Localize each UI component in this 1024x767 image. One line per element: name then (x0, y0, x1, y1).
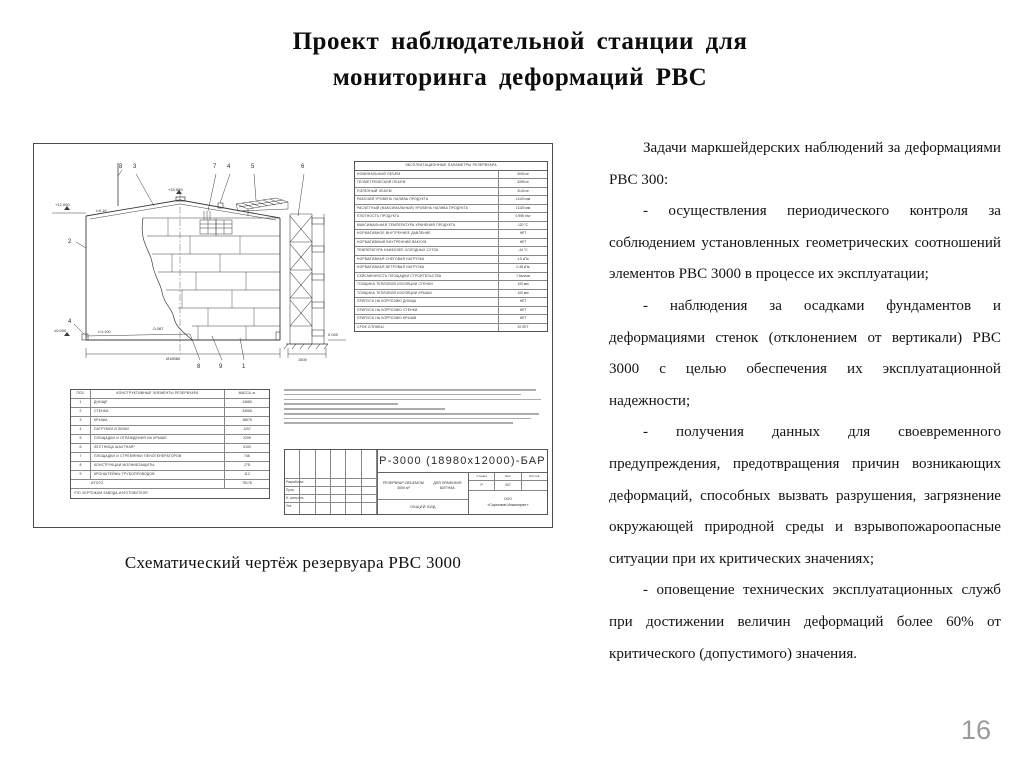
row-name: ДНИЩЕ (94, 400, 108, 405)
callout-2: 2 (68, 239, 72, 245)
level-mark-15589: +15.589 (168, 187, 183, 192)
table-row (71, 471, 269, 480)
param-value: 3140 м³ (498, 188, 547, 195)
row-name: ПЛОЩАДКИ И СТРЕМЯНКИ ПЕНОГЕНЕРАТОРОВ (94, 454, 182, 459)
param-label: НОРМАТИВНАЯ ВЕТРОВАЯ НАГРУЗКА (357, 265, 425, 270)
title-block-description (378, 473, 469, 514)
title-block-main (378, 450, 547, 514)
table-row (355, 188, 547, 196)
table-row (355, 196, 547, 204)
param-label: НОМИНАЛЬНЫЙ ОБЪЕМ (357, 171, 401, 176)
width-dimension: 1500 (298, 357, 307, 362)
row-name: КРЫША (94, 418, 108, 423)
row-mass: 1207 (224, 426, 269, 434)
row-pos: 3 (71, 417, 91, 425)
callout-9: 9 (219, 364, 223, 370)
param-value: 0.38 кПа (498, 264, 547, 271)
param-label: ПОЛЕЗНЫЙ ОБЪЕМ (357, 188, 392, 193)
row-name: КОНСТРУКЦИИ МОЛНИЕЗАЩИТЫ (94, 463, 155, 468)
param-value: 11100 мм (498, 196, 547, 203)
param-value: НЕТ (498, 307, 547, 314)
title-block-signature-grid (285, 450, 378, 514)
param-label: ПРИПУСК НА КОРРОЗИЮ КРЫШИ (357, 316, 417, 321)
note-line (284, 418, 531, 420)
drawing-notes-block (284, 389, 544, 444)
page-title-line-2: мониторинга деформаций РВС (332, 64, 708, 91)
note-line (284, 389, 536, 391)
table-row (355, 230, 547, 238)
row-mass: 278 (224, 462, 269, 470)
table-row (355, 273, 547, 281)
table-row (355, 307, 547, 315)
column-header-pos: ПОЗ. (71, 390, 91, 398)
table-row (71, 435, 269, 444)
param-label: СЕЙСМИЧНОСТЬ ПЛОЩАДКИ СТРОИТЕЛЬСТВА (357, 273, 442, 278)
param-label: ПРИПУСК НА КОРРОЗИЮ СТЕНКИ (357, 307, 418, 312)
table-total-row (71, 480, 269, 489)
callout-4b: 4 (227, 164, 231, 170)
meta-value-stage: Р (469, 481, 495, 490)
title-block-lower (378, 473, 547, 514)
param-value: 100 мм (498, 281, 547, 288)
table-row (355, 179, 547, 187)
sign-row: Утв. (285, 502, 377, 510)
note-line (284, 408, 445, 410)
table-row (71, 399, 269, 408)
meta-value-sheets (522, 481, 547, 490)
mass-table-note: *ПО ЧЕРТЕЖАМ ЗАВОДА-ИЗГОТОВИТЕЛЯ (74, 491, 148, 496)
param-label: ПЛОТНОСТЬ ПРОДУКТА (357, 214, 400, 219)
meta-header-stage: Стадия (469, 473, 495, 480)
sign-row: Н. контроль (285, 494, 377, 502)
param-label: ПРИПУСК НА КОРРОЗИЮ ДНИЩА (357, 299, 417, 304)
description-line-2: ДЛЯ ХРАНЕНИЯ БИТУМА (433, 480, 462, 490)
param-label: РАСЧЕТНЫЙ (МАКСИМАЛЬНЫЙ) УРОВЕНЬ НАЛИВА ПРОДУКТА (357, 205, 469, 210)
note-line (284, 422, 513, 424)
table-row (71, 453, 269, 462)
page-number: 16 (960, 715, 991, 745)
table-header-row (71, 390, 269, 399)
page-title-line-1: Проект наблюдательной станции для (292, 28, 748, 55)
body-text-column (609, 133, 1001, 670)
callout-8b: 8 (197, 364, 201, 370)
param-value: НЕТ (498, 239, 547, 246)
table-row (71, 444, 269, 453)
drawing-caption: Схематический чертёж резервуара РВС 3000 (124, 553, 462, 572)
param-value: 3395 м³ (498, 179, 547, 186)
param-value: НЕТ (498, 298, 547, 305)
note-line (284, 394, 521, 396)
row-mass: 5100 (224, 444, 269, 452)
table-row (355, 281, 547, 289)
param-value: 7 баллов (498, 273, 547, 280)
paragraph-5: - оповещение технических эксплуатационных служб при достижении величин деформаций более 60% от критического (допустимого) значения. (609, 582, 1001, 662)
view-label: ОБЩИЙ ВИД (410, 505, 436, 509)
table-row (355, 222, 547, 230)
row-mass: 112 (224, 471, 269, 479)
callout-4a: 4 (68, 319, 72, 325)
callout-8: 8 (119, 164, 123, 170)
drawing-title-block (284, 449, 548, 515)
slope-mark-bottom: i=1:100 (98, 330, 111, 334)
row-pos: 6 (71, 444, 91, 452)
param-label: СРОК СЛУЖБЫ (357, 324, 384, 329)
total-spacer (71, 480, 90, 488)
row-mass: 13680 (224, 399, 269, 407)
callout-7: 7 (213, 164, 217, 170)
callout-3: 3 (133, 164, 137, 170)
params-table-header: ЭКСПЛУАТАЦИОННЫЕ ПАРАМЕТРЫ РЕЗЕРВУАРА (355, 162, 547, 171)
table-row (355, 290, 547, 298)
param-value: 1.5 кПа (498, 256, 547, 263)
table-row (355, 205, 547, 213)
slope-mark-roof: i=0.16 (96, 209, 107, 213)
param-value: НЕТ (498, 315, 547, 322)
param-label: НОРМАТИВНОЕ ВНУТРЕННЕЕ ДАВЛЕНИЕ (357, 231, 431, 236)
drawing-code: Р-3000 (18980х12000)-БАР (378, 450, 547, 473)
table-row (355, 239, 547, 247)
callout-6: 6 (301, 164, 305, 170)
param-value: 120 °С (498, 222, 547, 229)
level-mark-0000: ±0.000 (54, 328, 67, 333)
level-mark-12000: +12.000 (55, 202, 70, 207)
table-row (355, 256, 547, 264)
column-header-mass: МАССА, кг (224, 390, 269, 398)
param-value: 3000 м³ (498, 171, 547, 178)
param-value: 0.998 т/м³ (498, 213, 547, 220)
page-title (150, 24, 890, 96)
row-pos: 9 (71, 471, 91, 479)
meta-values (469, 481, 547, 491)
org-line-1: ООО (504, 497, 512, 502)
param-label: ТЕМПЕРАТУРА НАИБОЛЕЕ ХОЛОДНЫХ СУТОК (357, 248, 439, 253)
level-mark-0087: -0.087 (152, 326, 164, 331)
total-mass: 75176 (224, 480, 269, 488)
level-mark-0040: 0.040 (328, 332, 339, 337)
row-mass: 18679 (224, 417, 269, 425)
row-name: ЛЕСТНИЦА ШАХТНАЯ* (94, 445, 136, 450)
tank-elevation-drawing (40, 158, 350, 373)
description-text (378, 473, 468, 500)
param-value: 11100 мм (498, 205, 547, 212)
param-label: ГЕОМЕТРИЧЕСКИЙ ОБЪЕМ (357, 180, 406, 185)
signature-rows (285, 478, 377, 514)
table-row (355, 264, 547, 272)
organization-block (469, 491, 547, 514)
param-label: ТОЛЩИНА ТЕПЛОВОЙ ИЗОЛЯЦИИ СТЕНКИ (357, 282, 433, 287)
note-line (284, 403, 398, 405)
table-row (71, 426, 269, 435)
callout-5: 5 (251, 164, 255, 170)
row-pos: 1 (71, 399, 91, 407)
table-row (71, 408, 269, 417)
table-row (355, 324, 547, 331)
paragraph-1: Задачи маркшейдерских наблюдений за деформациями РВС 300: (609, 140, 1001, 188)
row-mass: 746 (224, 453, 269, 461)
table-row (355, 213, 547, 221)
param-label: РАБОЧИЙ УРОВЕНЬ НАЛИВА ПРОДУКТА (357, 197, 429, 202)
note-line (284, 399, 541, 401)
paragraph-2: - осуществления периодического контроля за соблюдением установленных геометрических соотношений элементов РВС 3000 в процессе их эксплуатации; (609, 203, 1001, 283)
table-row (355, 298, 547, 306)
paragraph-3: - наблюдения за осадками фундаментов и деформациями стенок (отклонением от вертикали) РВС 3000 с целью обеспечения их эксплуатационной надежности; (609, 297, 1001, 409)
row-pos: 8 (71, 462, 91, 470)
meta-value-sheet: 007 (495, 481, 521, 490)
row-name: ПЛОЩАДКИ И ОГРАЖДЕНИЯ НА КРЫШЕ (94, 436, 167, 441)
row-name: СТЕНКА (94, 409, 109, 414)
description-line-1: РЕЗЕРВУАР ОБЪЕМОМ 3000 м³ (382, 480, 424, 490)
title-block-meta (469, 473, 547, 514)
param-label: НОРМАТИВНЫЙ ВНУТРЕННИЙ ВАКУУМ (357, 239, 427, 244)
table-row (71, 417, 269, 426)
row-mass: 2209 (224, 435, 269, 443)
param-label: ТОЛЩИНА ТЕПЛОВОЙ ИЗОЛЯЦИИ КРЫШИ (357, 290, 432, 295)
table-row (71, 462, 269, 471)
note-line (284, 413, 539, 415)
sign-row: Пров. (285, 486, 377, 494)
row-pos: 5 (71, 435, 91, 443)
row-pos: 2 (71, 408, 91, 416)
column-header-name: КОНСТРУКТИВНЫЕ ЭЛЕМЕНТЫ РЕЗЕРВУАРА (116, 391, 199, 396)
param-label: НОРМАТИВНАЯ СНЕГОВАЯ НАГРУЗКА (357, 256, 425, 261)
diameter-dimension: Ø18980 (166, 356, 181, 361)
table-row (355, 171, 547, 179)
table-row (355, 247, 547, 255)
param-label: МАКСИМАЛЬНАЯ ТЕМПЕРАТУРА ХРАНЕНИЯ ПРОДУКТА (357, 222, 456, 227)
technical-drawing (33, 143, 553, 528)
total-label: ИТОГО (91, 481, 104, 486)
meta-headers (469, 473, 547, 481)
meta-header-sheets: Листов (529, 474, 540, 478)
paragraph-4: - получения данных для своевременного предупреждения, предотвращения причин возникающих деформаций, способных вызвать разрушения, загрязнение окружающей природной среды и взрывопожароопасные ситуации при их критических значениях; (609, 424, 1001, 567)
param-value: 20 ЛЕТ (498, 324, 547, 331)
row-name: КРОНШТЕЙНЫ ТРУБОПРОВОДОВ (94, 472, 155, 477)
callout-1: 1 (242, 364, 246, 370)
param-value: -44 °С (498, 247, 547, 254)
org-line-2: «Саратовин-Инжиниринг» (487, 502, 529, 507)
row-name: ПАТРУБКИ И ЛЮКИ (94, 427, 129, 432)
row-pos: 7 (71, 453, 91, 461)
meta-header-sheet: Лист (495, 473, 521, 480)
operating-parameters-table (354, 161, 548, 332)
param-value: 100 мм (498, 290, 547, 297)
elements-mass-table (70, 389, 270, 499)
sign-row: Разработал (285, 478, 377, 486)
row-pos: 4 (71, 426, 91, 434)
table-row (355, 315, 547, 323)
param-value: НЕТ (498, 230, 547, 237)
row-mass: 34965 (224, 408, 269, 416)
